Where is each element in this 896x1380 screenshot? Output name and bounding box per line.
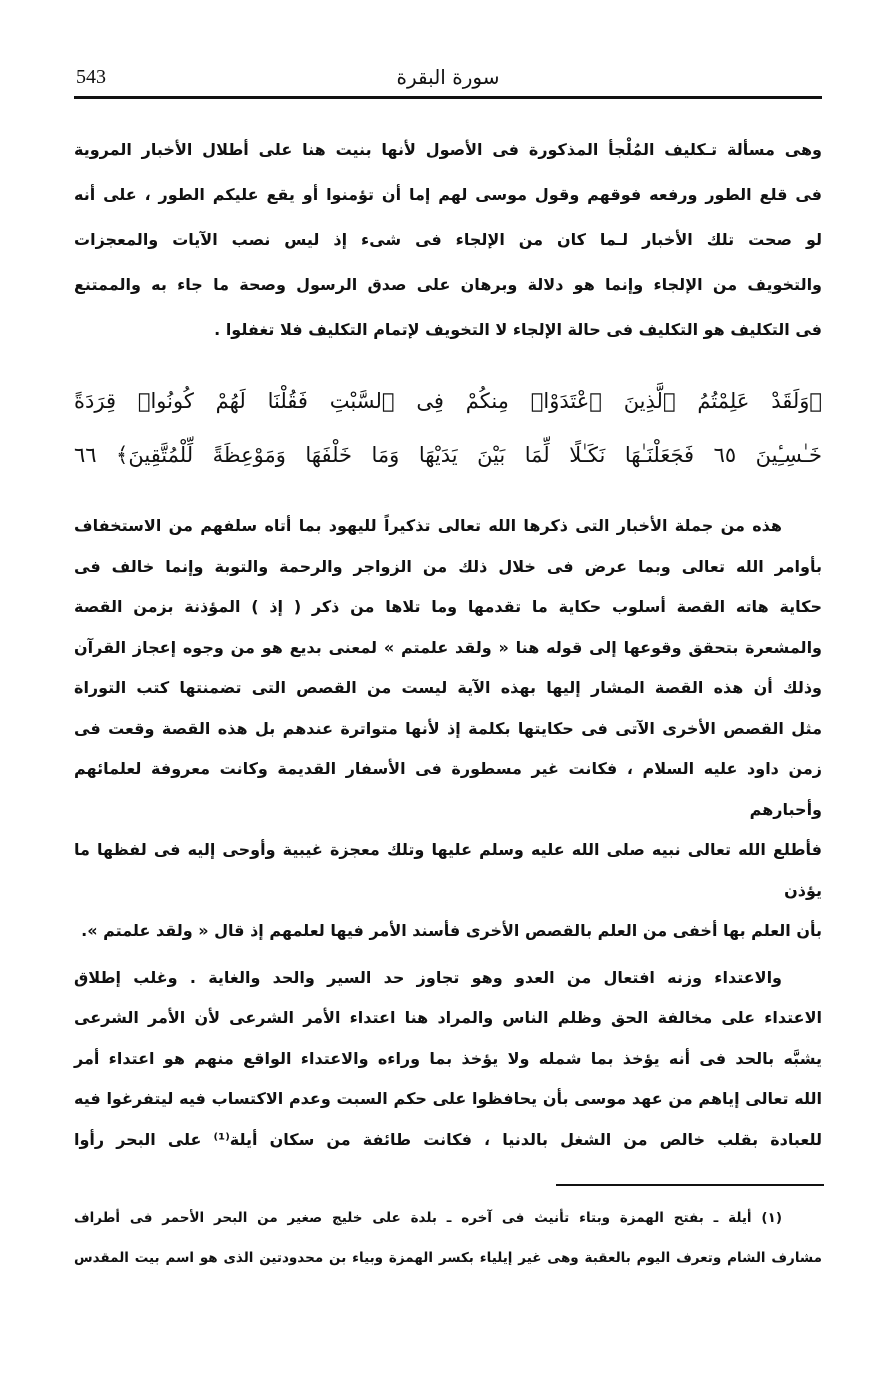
text-line: والمشعرة بتحقق وقوعها إلى قوله هنا « ولقد علمتم » لمعنى بديع هو من وجوه إعجاز القرآن	[74, 637, 822, 657]
footnote-rule	[556, 1184, 824, 1186]
text-line: الاعتداء على مخالفة الحق وظلم الناس والمراد هنا اعتداء الأمر الشرعى لأن الأمر الشرعى	[74, 1008, 822, 1027]
page-number: 543	[76, 66, 106, 88]
text-line: بأوامر الله تعالى وبما عرض فى خلال ذلك من الزواجر والرحمة والتوبة وإنما خالف فى	[74, 556, 822, 576]
footnote-line: مشارف الشام وتعرف اليوم بالعقبة وهى غير إيلياء بكسر الهمزة وبياء بن محدودتين الذى هو اسم بيت المقدس	[74, 1250, 822, 1266]
quran-verse	[74, 374, 822, 482]
text-line: فى قلع الطور ورفعه فوقهم وقول موسى لهم إما أن تؤمنوا أو يقع عليكم الطور ، على أنه	[74, 185, 822, 204]
paragraph-2	[74, 506, 822, 952]
page-header	[74, 62, 822, 96]
text-line: وذلك أن هذه القصة المشار إليها بهذه الآية ليست من القصص التى تضمنتها كتب التوراة	[74, 678, 822, 697]
text-line: فى التكليف هو التكليف فى حالة الإلجاء لا التخويف لإتمام التكليف فلا تغفلوا .	[214, 320, 822, 339]
text-line: والاعتداء وزنه افتعال من العدو وهو تجاوز حد السير والحد والغاية . وغلب إطلاق	[74, 967, 782, 987]
text-line: زمن داود عليه السلام ، فكانت غير مسطورة فى الأسفار القديمة وكانت معروفة لعلمائهم وأحبارهم	[74, 759, 822, 819]
header-rule	[74, 96, 822, 99]
running-title: سورة البقرة	[396, 65, 500, 89]
text-line: الله تعالى إياهم من عهد موسى بأن يحافظوا على حكم السبت وعدم الاكتساب فيه ليتفرغوا فيه	[74, 1089, 822, 1108]
text-line: للعبادة بقلب خالص من الشغل بالدنيا ، فكانت طائفة من سكان أيلة⁽¹⁾ على البحر رأوا	[74, 1129, 822, 1149]
text-line: مثل القصص الأخرى الآتى فى حكايتها بكلمة إذ لأنها متواترة عندهم بل هذه القصة وقعت فى	[74, 718, 822, 738]
footnote	[74, 1198, 822, 1278]
verse-line: ﴿وَلَقَدْ عَلِمْتُمُ ٱلَّذِينَ ٱعْتَدَوْا۟ مِنكُمْ فِى ٱلسَّبْتِ فَقُلْنَا لَهُمْ كُونُوا۟ قِرَدَةً	[74, 389, 822, 413]
text-line: بأن العلم بها أخفى من العلم بالقصص الأخرى فأسند الأمر فيها لعلمهم إذ قال « ولقد علمتم ».	[81, 921, 822, 940]
text-line: لو صحت تلك الأخبار لـما كان من الإلجاء فى شىء إذ ليس نصب الآيات والمعجزات	[74, 230, 822, 249]
paragraph-1	[74, 127, 822, 352]
verse-line: خَـٰسِـِٔينَ ٦٥ فَجَعَلْنَـٰهَا نَكَـٰلًا لِّمَا بَيْنَ يَدَيْهَا وَمَا خَلْفَهَا وَمَوْعِظَةً لِّلْمُتَّقِينَ﴾ ٦٦	[74, 443, 822, 467]
text-line: وهى مسألة تـكليف المُلْجأ المذكورة فى الأصول لأنها بنيت هنا على أطلال الأخبار المروية	[74, 140, 822, 159]
footnote-line: (١) أيلة ـ بفتح الهمزة وبتاء تأنيث فى آخره ـ بلدة على خليج صغير من البحر الأحمر فى أطراف	[74, 1210, 782, 1226]
text-line: هذه من جملة الأخبار التى ذكرها الله تعالى تذكيراً لليهود بما أتاه سلفهم من الاستخفاف	[74, 516, 782, 535]
text-line: فأطلع الله تعالى نبيه صلى الله عليه وسلم عليها وتلك معجزة غيبية وأوحى إليه فى لفظها ما يؤذن	[74, 840, 822, 900]
text-line: حكاية هاته القصة أسلوب حكاية ما تقدمها وما تلاها من ذكر ( إذ ) المؤذنة بزمن القصة	[74, 597, 822, 616]
text-line: والتخويف من الإلجاء وإنما هو دلالة وبرهان على صدق الرسول وصحة ما جاء به والممتنع	[74, 275, 822, 294]
text-line: يشبَّه بالحد فى أنه يؤخذ بما شمله ولا يؤخذ بما وراءه والاعتداء الواقع منهم هو اعتداء أمر	[74, 1048, 822, 1068]
paragraph-3	[74, 958, 822, 1161]
